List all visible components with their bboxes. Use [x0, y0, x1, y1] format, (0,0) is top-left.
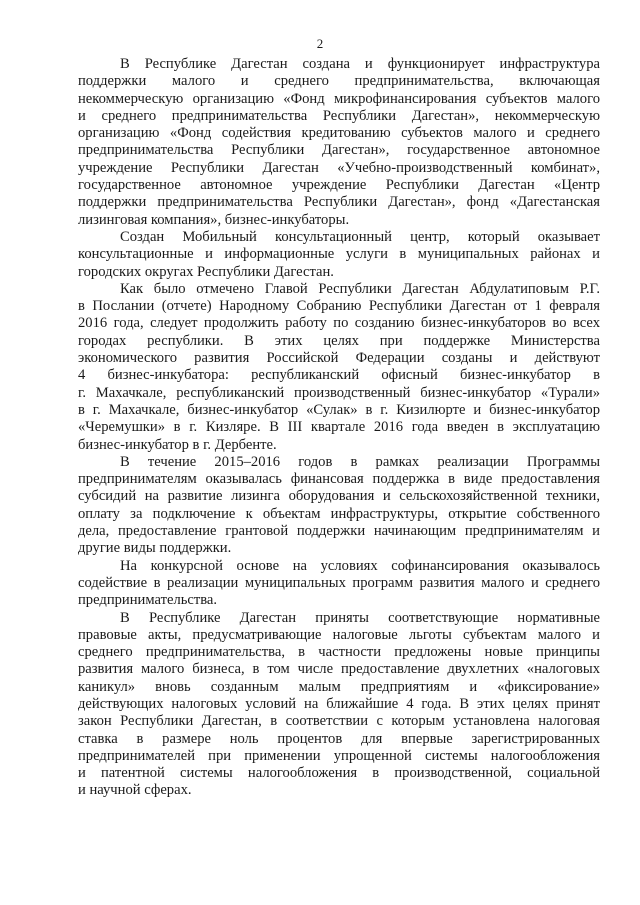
text-line: На конкурсной основе на условиях софинансирования оказывалось — [120, 557, 600, 574]
text-line: некоммерческую организацию «Фонд микрофинансирования субъектов малого — [78, 90, 600, 107]
page-number: 2 — [316, 36, 324, 51]
paragraph-business-incubators — [78, 281, 600, 454]
text-line: каникул» вновь созданным малым предприятиям и «фиксирование» — [78, 678, 600, 695]
text-line: городах республики. В этих целях при поддержке Министерства — [78, 332, 600, 349]
text-line: предпринимательства. — [78, 592, 218, 609]
paragraph-tax-benefits — [78, 610, 600, 800]
text-line: оплату за подключение к объектам инфраструктуры, открытие собственного — [78, 505, 600, 522]
text-line: поддержки предпринимательства Республики Дагестан», фонд «Дагестанская — [78, 194, 600, 211]
text-line: поддержки малого и среднего предпринимательства, включающая — [78, 73, 600, 90]
text-line: действующих налоговых условий на ближайшие 4 года. В этих целях принят — [78, 695, 600, 712]
text-line: учреждение Республики Дагестан «Учебно-производственный комбинат», — [78, 159, 600, 176]
text-line: Создан Мобильный консультационный центр, который оказывает — [120, 228, 600, 245]
text-line: и научной сферах. — [78, 782, 192, 799]
text-line: правовые акты, предусматривающие налоговые льготы субъектам малого и — [78, 626, 600, 643]
text-line: и среднего предпринимательства Республики Дагестан», некоммерческую — [78, 107, 600, 124]
text-line: ставка в размере ноль процентов для впервые зарегистрированных — [78, 730, 600, 747]
text-line: предпринимателей при применении упрощенной системы налогообложения — [78, 747, 600, 764]
paragraph-infrastructure — [78, 56, 600, 229]
text-line: среднего предпринимательства, в частности предложены новые принципы — [78, 644, 600, 661]
paragraph-financial-support — [78, 454, 600, 558]
text-line: субсидий на развитие лизинга оборудования и сельскохозяйственной техники, — [78, 488, 600, 505]
text-line: в Послании (отчете) Народному Собранию Республики Дагестан от 1 февраля — [78, 298, 600, 315]
text-line: предпринимательства Республики Дагестан», государственное автономное — [78, 142, 600, 159]
text-line: В Республике Дагестан приняты соответствующие нормативные — [120, 609, 600, 626]
text-line: Как было отмечено Главой Республики Дагестан Абдулатиповым Р.Г. — [120, 280, 600, 297]
paragraph-cofinancing — [78, 558, 600, 610]
text-line: закон Республики Дагестан, в соответствии с которым установлена налоговая — [78, 713, 600, 730]
text-line: «Черемушки» в г. Кизляре. В III квартале 2016 года введен в эксплуатацию — [78, 419, 600, 436]
text-line: В Республике Дагестан создана и функционирует инфраструктура — [120, 56, 600, 72]
text-line: бизнес-инкубатор в г. Дербенте. — [78, 436, 277, 453]
text-line: г. Махачкале, республиканский производственный бизнес-инкубатор «Турали» — [78, 384, 600, 401]
text-line: 4 бизнес-инкубатора: республиканский офисный бизнес-инкубатор в — [78, 367, 600, 384]
document-body — [78, 56, 600, 800]
text-line: в г. Махачкале, бизнес-инкубатор «Сулак» в г. Кизилюрте и бизнес-инкубатор — [78, 401, 600, 418]
text-line: консультационные и информационные услуги в муниципальных районах и — [78, 246, 600, 263]
text-line: государственное автономное учреждение Республики Дагестан «Центр — [78, 177, 600, 194]
text-line: В течение 2015–2016 годов в рамках реализации Программы — [120, 453, 600, 470]
text-line: экономического развития Российской Федерации созданы и действуют — [78, 350, 600, 367]
text-line: городских округах Республики Дагестан. — [78, 263, 334, 280]
text-line: развития малого бизнеса, в том числе предоставление двухлетних «налоговых — [78, 661, 600, 678]
text-line: дела, предоставление грантовой поддержки начинающим предпринимателям и — [78, 523, 600, 540]
text-line: лизинговая компания», бизнес-инкубаторы. — [78, 211, 350, 228]
text-line: организацию «Фонд содействия кредитованию субъектов малого и среднего — [78, 125, 600, 142]
text-line: и патентной системы налогообложения в производственной, социальной — [78, 765, 600, 782]
text-line: другие виды поддержки. — [78, 540, 232, 557]
text-line: 2016 года, следует продолжить работу по созданию бизнес-инкубаторов во всех — [78, 315, 600, 332]
text-line: содействие в реализации муниципальных программ развития малого и среднего — [78, 574, 600, 591]
paragraph-mobile-center — [78, 229, 600, 281]
text-line: предпринимателям оказывалась финансовая поддержка в виде предоставления — [78, 471, 600, 488]
